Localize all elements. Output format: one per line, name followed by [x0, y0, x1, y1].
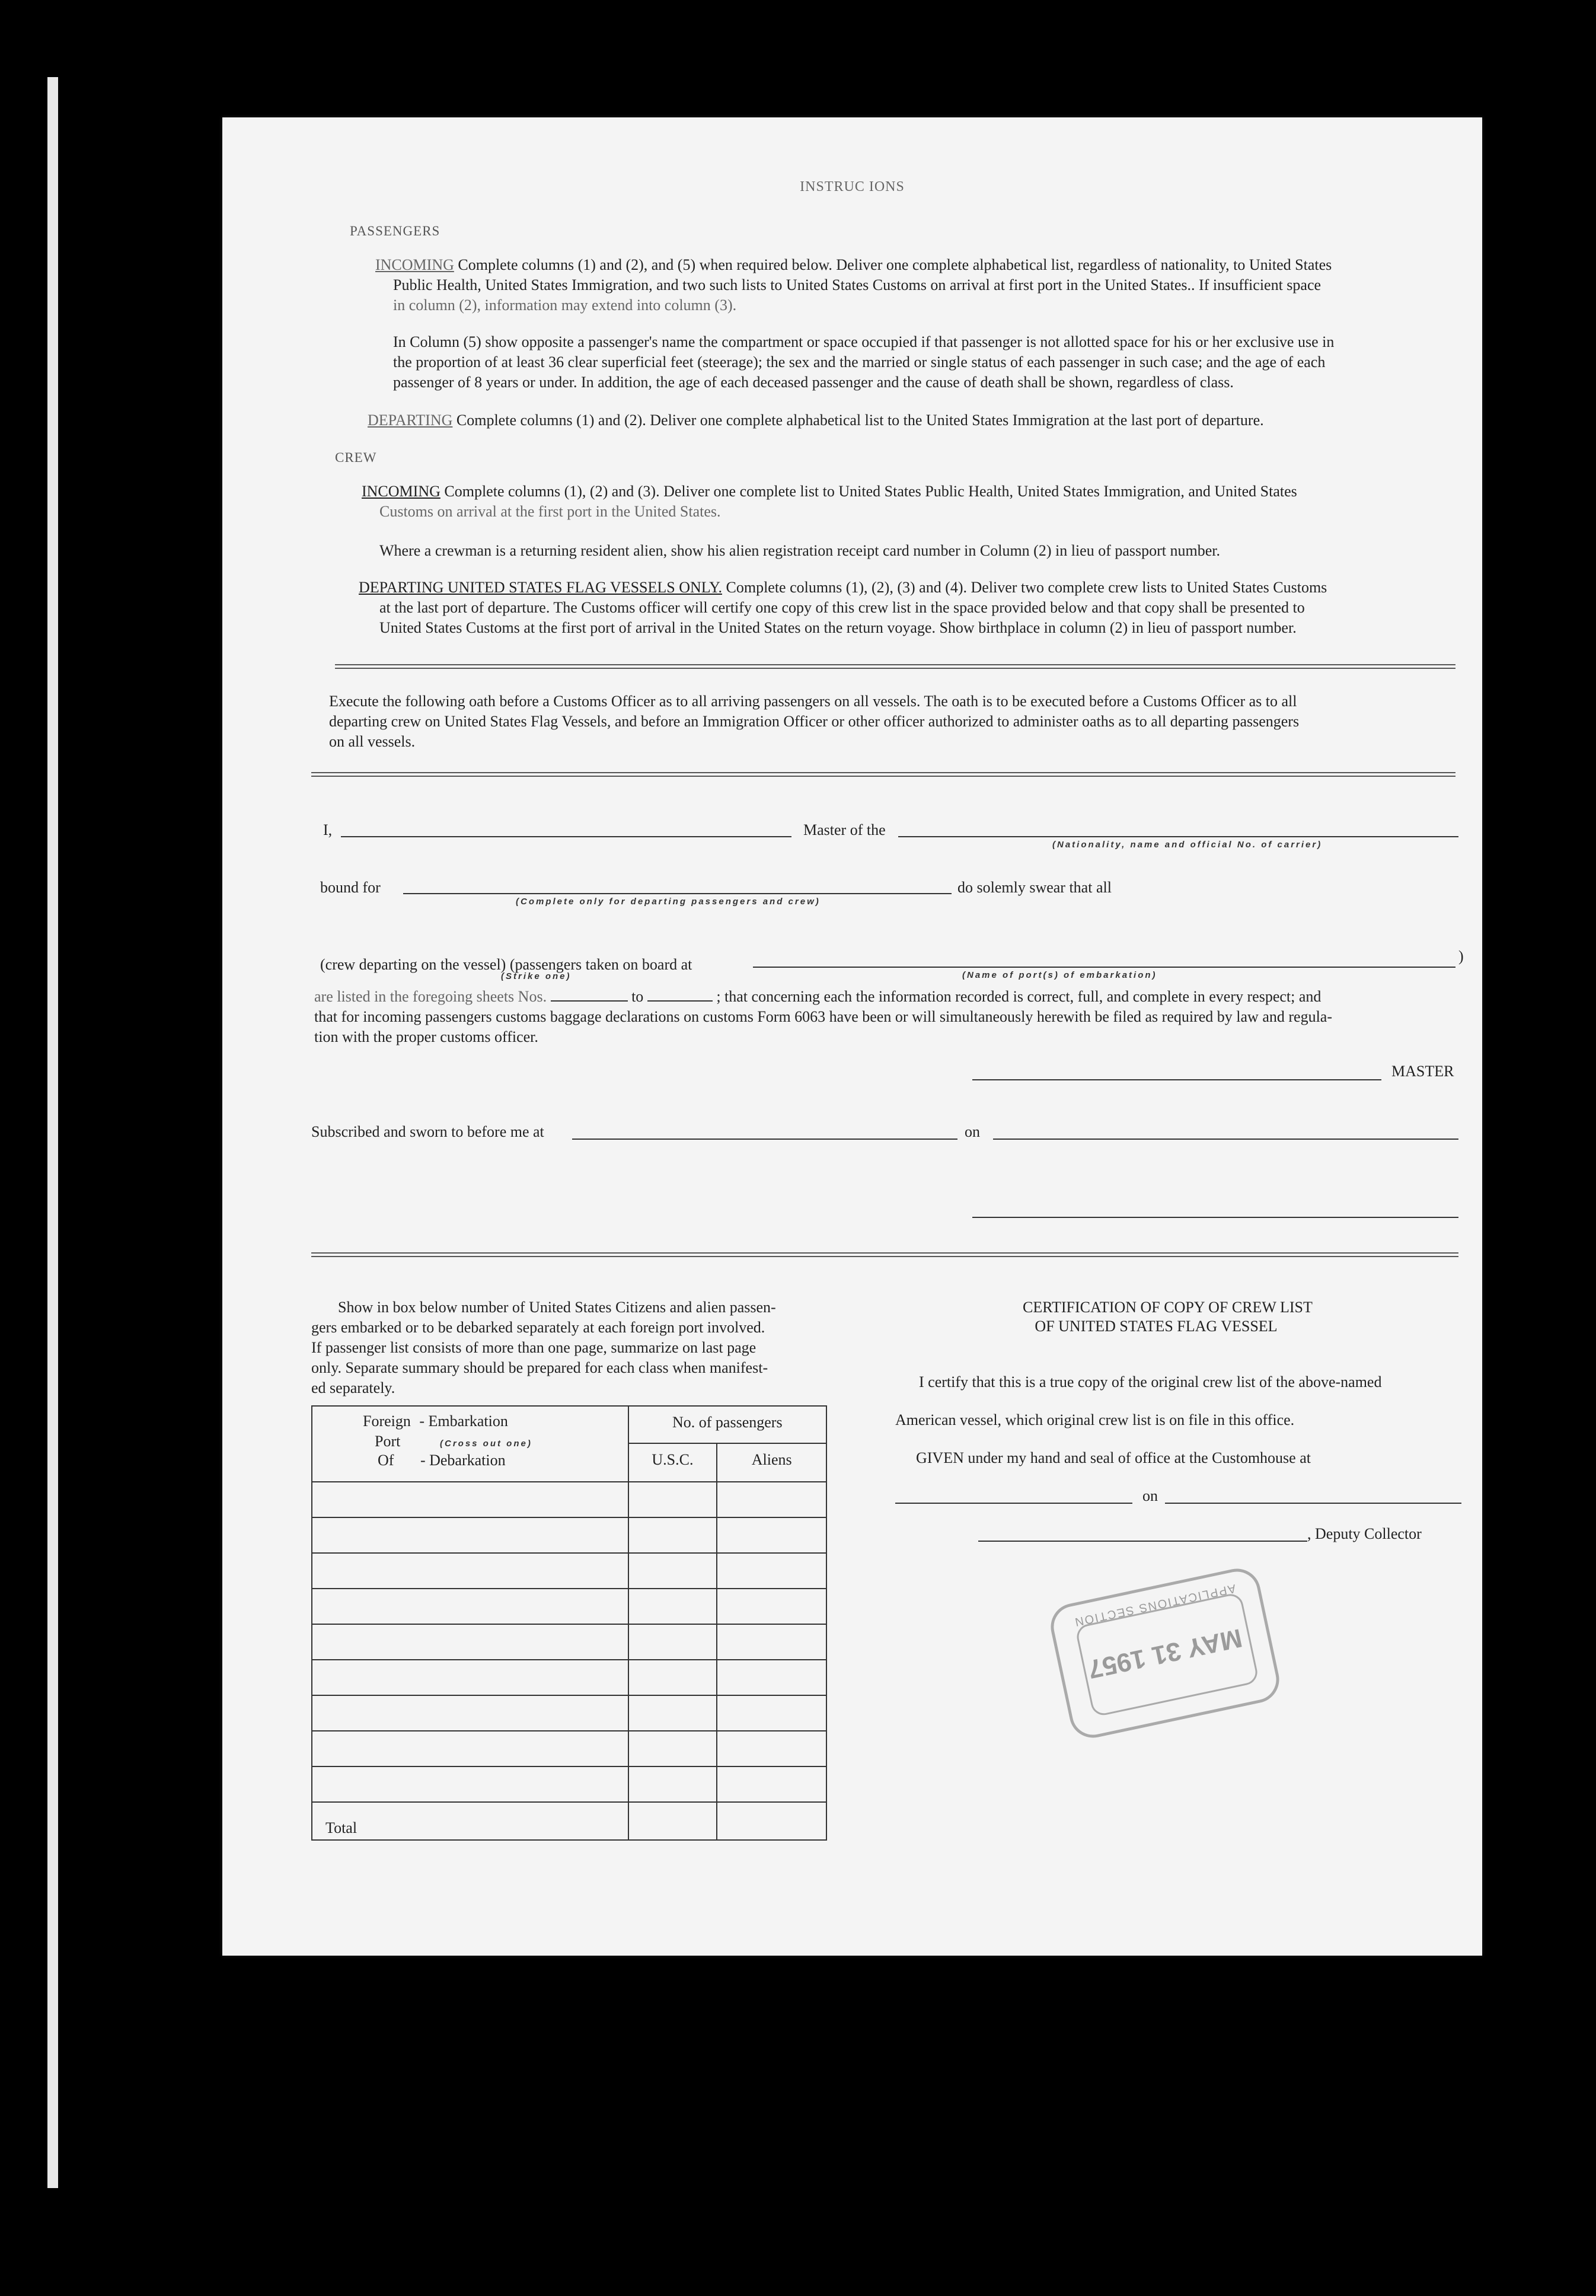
- deputy-collector-label: , Deputy Collector: [1307, 1525, 1422, 1542]
- sheet-from-field[interactable]: [551, 1000, 628, 1002]
- port-header-cell: [312, 1406, 628, 1482]
- usc-cell[interactable]: [628, 1553, 717, 1589]
- bound-for-label: bound for: [320, 879, 381, 896]
- summary-intro-5: ed separately.: [311, 1379, 395, 1396]
- listed-line-1: [314, 987, 1321, 1007]
- port-cell[interactable]: [312, 1482, 628, 1517]
- port-cell[interactable]: [312, 1589, 628, 1624]
- crew-incoming-line-2: Customs on arrival at the first port in the United States.: [379, 503, 721, 520]
- certification-date-field[interactable]: [1165, 1503, 1461, 1504]
- certification-text-1: I certify that this is a true copy of the original crew list of the above-named: [919, 1373, 1382, 1391]
- listed-text-a: are listed in the foregoing sheets Nos.: [314, 988, 547, 1005]
- passenger-summary-table: [311, 1405, 827, 1841]
- certification-title-2: OF UNITED STATES FLAG VESSEL: [1035, 1318, 1278, 1335]
- instructions-title: INSTRUC IONS: [800, 179, 905, 194]
- departing-label: DEPARTING: [368, 412, 453, 429]
- aliens-total-cell[interactable]: [717, 1802, 826, 1840]
- port-cell[interactable]: [312, 1660, 628, 1695]
- incoming-label: INCOMING: [375, 256, 454, 273]
- certification-text-2: American vessel, which original crew list is on file in this office.: [895, 1411, 1295, 1428]
- section-divider-2: [311, 772, 1455, 777]
- swear-text: do solemly swear that all: [957, 879, 1112, 896]
- port-cell[interactable]: [312, 1695, 628, 1731]
- passengers-incoming-line-3: in column (2), information may extend into column (3).: [393, 296, 737, 314]
- total-row: [312, 1802, 826, 1840]
- embarkation-port-field[interactable]: [753, 967, 1455, 968]
- subscribed-date-field[interactable]: [993, 1139, 1458, 1140]
- document-page: [222, 117, 1482, 1956]
- deputy-signature-field[interactable]: [978, 1541, 1307, 1542]
- usc-cell[interactable]: [628, 1482, 717, 1517]
- port-cell[interactable]: [312, 1731, 628, 1766]
- usc-cell[interactable]: [628, 1695, 717, 1731]
- subscribed-on-label: on: [965, 1123, 980, 1140]
- usc-header: U.S.C.: [628, 1443, 717, 1482]
- table-row: [312, 1624, 826, 1660]
- complete-caption: (Complete only for departing passengers and crew): [516, 897, 821, 907]
- table-row: [312, 1660, 826, 1695]
- summary-intro-2: gers embarked or to be debarked separately at each foreign port involved.: [311, 1319, 765, 1336]
- table-row: [312, 1553, 826, 1589]
- table-row: [312, 1589, 826, 1624]
- crew-incoming-line-1: [362, 481, 1297, 502]
- total-label: Total: [312, 1802, 628, 1840]
- aliens-header: Aliens: [717, 1443, 826, 1482]
- port-header: Port: [375, 1433, 401, 1450]
- strike-caption: (Strike one): [501, 971, 572, 981]
- sheet-to-field[interactable]: [647, 1000, 713, 1002]
- column5-line-2: the proportion of at least 36 clear superficial feet (steerage); the sex and the married or single status of each passenger in such case; and the age of each: [393, 353, 1326, 371]
- table-row: [312, 1766, 826, 1802]
- foreign-header: Foreign - Embarkation: [363, 1412, 508, 1430]
- paren-close: ): [1458, 948, 1464, 965]
- aliens-cell[interactable]: [717, 1624, 826, 1660]
- of-header: Of - Debarkation: [378, 1452, 506, 1469]
- section-divider-3: [311, 1252, 1458, 1257]
- table-row: [312, 1482, 826, 1517]
- customhouse-field[interactable]: [895, 1503, 1132, 1504]
- passengers-incoming-line-2: Public Health, United States Immigration, and two such lists to United States Customs on arrival at first port in the United States.. If insufficient space: [393, 276, 1322, 294]
- table-row: [312, 1517, 826, 1553]
- certification-on-label: on: [1142, 1487, 1158, 1504]
- passengers-incoming-line-1: [375, 255, 1472, 275]
- aliens-cell[interactable]: [717, 1766, 826, 1802]
- column5-line-1: In Column (5) show opposite a passenger's name the compartment or space occupied if that passenger is not allotted space for his or her exclusive use in: [393, 333, 1335, 350]
- oath-intro-line-3: on all vessels.: [329, 733, 416, 750]
- stamp-section: APPLICATIONS SECTION: [1072, 1581, 1237, 1629]
- table-row: [312, 1695, 826, 1731]
- crew-departing-text: (crew departing on the vessel) (passengers taken on board at: [320, 956, 692, 973]
- master-label: MASTER: [1391, 1063, 1454, 1080]
- certification-title-1: CERTIFICATION OF COPY OF CREW LIST: [1023, 1299, 1313, 1316]
- column5-line-3: passenger of 8 years or under. In addition, the age of each deceased passenger and the cause of death shall be shown, regardless of class.: [393, 374, 1234, 391]
- passengers-incoming-text-1: Complete columns (1) and (2), and (5) when required below. Deliver one complete alphabetical list, regardless of nationality, to United States: [458, 256, 1332, 273]
- listed-line-2: that for incoming passengers customs baggage declarations on customs Form 6063 have been or will simultaneously herewith be filed as required by law and regula-: [314, 1008, 1332, 1025]
- crew-incoming-label: INCOMING: [362, 483, 441, 500]
- stamp-date: MAY 31 1957: [1085, 1623, 1245, 1684]
- aliens-cell[interactable]: [717, 1731, 826, 1766]
- usc-total-cell[interactable]: [628, 1802, 717, 1840]
- received-stamp: [1046, 1564, 1284, 1742]
- usc-cell[interactable]: [628, 1517, 717, 1553]
- given-text: GIVEN under my hand and seal of office at the Customhouse at: [916, 1449, 1311, 1466]
- passengers-heading: PASSENGERS: [350, 224, 441, 238]
- passengers-departing-text: Complete columns (1) and (2). Deliver one complete alphabetical list to the United States Immigration at the last port of departure.: [456, 412, 1264, 429]
- bound-for-field[interactable]: [403, 893, 952, 894]
- passengers-departing-line: [368, 410, 1264, 430]
- port-cell[interactable]: [312, 1553, 628, 1589]
- nationality-caption: (Nationality, name and official No. of carrier): [1052, 840, 1323, 850]
- aliens-cell[interactable]: [717, 1695, 826, 1731]
- usc-cell[interactable]: [628, 1660, 717, 1695]
- aliens-cell[interactable]: [717, 1553, 826, 1589]
- summary-intro-1: Show in box below number of United States Citizens and alien passen-: [338, 1299, 776, 1316]
- summary-intro-3: If passenger list consists of more than one page, summarize on last page: [311, 1339, 756, 1356]
- listed-text-b: ; that concerning each the information recorded is correct, full, and complete in every respect; and: [716, 988, 1322, 1005]
- usc-cell[interactable]: [628, 1731, 717, 1766]
- aliens-cell[interactable]: [717, 1517, 826, 1553]
- port-cell[interactable]: [312, 1517, 628, 1553]
- oath-intro-line-2: departing crew on United States Flag Vessels, and before an Immigration Officer or other officer authorized to administer oaths as to all departing passengers: [329, 713, 1300, 730]
- usc-cell[interactable]: [628, 1624, 717, 1660]
- departing-flag-line-2: at the last port of departure. The Customs officer will certify one copy of this crew list in the space provided below and that copy shall be presented to: [379, 599, 1305, 616]
- usc-cell[interactable]: [628, 1766, 717, 1802]
- departing-flag-label: DEPARTING UNITED STATES FLAG VESSELS ONLY.: [359, 579, 722, 596]
- departing-flag-line-3: United States Customs at the first port of arrival in the United States on the return voyage. Show birthplace in column (2) in lieu of passport number.: [379, 619, 1297, 636]
- subscribed-place-field[interactable]: [572, 1139, 957, 1140]
- oath-intro-line-1: Execute the following oath before a Customs Officer as to all arriving passengers on all vessels. The oath is to be executed before a Customs Officer as to all: [329, 693, 1297, 710]
- cross-caption: (Cross out one): [440, 1439, 532, 1449]
- port-cell[interactable]: [312, 1624, 628, 1660]
- departing-flag-line-1: [359, 578, 1327, 598]
- departing-flag-text-1: Complete columns (1), (2), (3) and (4). Deliver two complete crew lists to United States Customs: [726, 579, 1327, 596]
- carrier-field[interactable]: [898, 836, 1458, 837]
- embarkation-caption: (Name of port(s) of embarkation): [962, 970, 1157, 980]
- aliens-cell[interactable]: [717, 1482, 826, 1517]
- master-signature-field[interactable]: [972, 1079, 1381, 1080]
- aliens-cell[interactable]: [717, 1589, 826, 1624]
- master-name-field[interactable]: [341, 836, 791, 837]
- section-divider-1: [335, 664, 1455, 669]
- usc-cell[interactable]: [628, 1589, 717, 1624]
- crew-incoming-text-1: Complete columns (1), (2) and (3). Deliver one complete list to United States Public Health, United States Immigration, and United States: [444, 483, 1297, 500]
- master-of-the-label: Master of the: [803, 821, 886, 838]
- crewman-resident-line: Where a crewman is a returning resident alien, show his alien registration receipt card number in Column (2) in lieu of passport number.: [379, 542, 1221, 559]
- listed-line-3: tion with the proper customs officer.: [314, 1028, 538, 1045]
- aliens-cell[interactable]: [717, 1660, 826, 1695]
- port-cell[interactable]: [312, 1766, 628, 1802]
- listed-to: to: [631, 988, 644, 1005]
- crew-heading: CREW: [335, 450, 377, 465]
- passengers-header: No. of passengers: [628, 1406, 826, 1443]
- oath-i: I,: [323, 821, 333, 838]
- summary-intro-4: only. Separate summary should be prepared for each class when manifest-: [311, 1359, 768, 1376]
- film-edge: [47, 77, 58, 2188]
- officer-signature-field[interactable]: [972, 1217, 1458, 1218]
- table-row: [312, 1731, 826, 1766]
- subscribed-label: Subscribed and sworn to before me at: [311, 1123, 544, 1140]
